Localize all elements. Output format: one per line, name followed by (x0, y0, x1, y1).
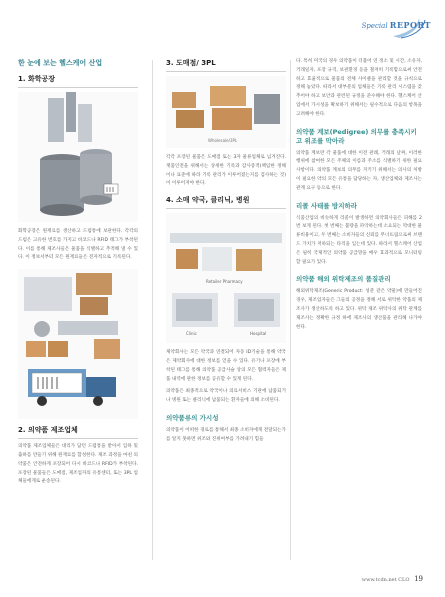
clinic-label: Clinic (186, 331, 197, 337)
special-report-logo (321, 10, 431, 38)
wholesale-illustration (166, 76, 286, 148)
page-number: 19 (414, 575, 423, 583)
special-word: Special (361, 22, 388, 30)
body-text: 화학공장은 원재료를 생산하고 드럼통에 보관한다. 각각의 드럼은 고유한 번호를 가지고 바코드나 RFID 태그가 부착된다. 이를 통해 제조사들은 물품을 식별하고 추적해 낼 수 있다. 이 정보서부터 모든 원재료들은 전자적으로 기록된다. (18, 229, 138, 261)
column-3 (296, 58, 422, 332)
special-report-label (362, 20, 431, 30)
body-text: 의약품은 최종적으로 약국이나 의료서비스 기관에 납품되거나 병원 또는 클리닉에 납품되는 환자들에 의해 소비된다. (166, 389, 286, 404)
subsection-title: 1. 화학공장 (18, 74, 138, 88)
subsection-title: 2. 의약품 제조업체 (18, 425, 138, 439)
subheading: 의약품류의 가시성 (166, 413, 219, 422)
body-text: 의약품 제조업체들은 대리가 담던 드럼통을 받아서 입하 및 출하를 만들기 위해 원재료를 합성한다. 제조 과정을 마친 의약품은 안전하게 포장되어 다시 바코드나 RFID가 부착된다. 포장된 물품들은 도매점, 제조업자의 유통센터, 또는 3PL 업체들에게로 운송된다. (18, 444, 138, 485)
report-word: REPORT (389, 20, 431, 30)
column-divider (290, 60, 291, 560)
footer-site: www.tcdn.net CLO (361, 577, 410, 583)
column-1 (18, 58, 138, 487)
body-text: 다. 특히 미국의 경우 의약품이 더불어 연 정소 및 시간, 소유자, 거래일자, 포장 규격, 보관환경 등을 철저히 기록함으로써 안전하고 효율적으로 물품의 전체 사이클을 관리할 것을 규칙으로 정해 놓았다. 따라서 대부분의 업체들은 기록 관리 시스템을 갖추어야 하고 보안과 관련된 규정을 준수해야 한다. 헬스케어 산업에서 가시성을 확보하기 위해서는 필수적으로 다음의 항목을 고려해야 한다. (296, 59, 422, 117)
chemical-plant-illustration (18, 92, 138, 222)
manufacturer-illustration (18, 269, 138, 419)
body-text: 의약품 계보란 각 물품에 대한 이전 관례, 거래의 날짜, 이러한 행위에 참여한 모든 주체의 이름과 주소를 식별하기 위한 필요사항이다. 의약품 계보의 의무를 지키기 위해서는 의사의 처방이 필요한 약의 모든 유통을 담당하는 자, 생산업체와 제조사는 관계 요구 등으로 한다. (296, 150, 422, 191)
body-text: 제약회사는 모든 약국과 연결되어 자동 ID기술을 통해 약국은 제약회사에 대한 정보를 얻을 수 있다. 유기나 포장에 부착된 태그를 통해 의약품 공급사슬 상의 모든 협력자들은 제품 내역에 관한 정보를 공유할 수 있게 된다. (166, 350, 286, 382)
page-footer (362, 575, 423, 583)
body-text: 해외위탁제조(Generic Product: 성분 같은 약물)에 만들어진 경우, 제조업자들은 그들의 공정을 정해 서로 위탁한 약품의 제조사가 생산하도록 하고 있다. 위탁 제조 위탁사의 위탁 관계를 제조사는 정확한 규정 하에 제조사의 생산품을 관리해 나가야 한다. (296, 289, 422, 330)
pharmacy-illustration (166, 213, 286, 343)
subsection-title: 3. 도매점/ 3PL (166, 58, 286, 72)
column-2 (166, 58, 286, 445)
section-title: 한 눈에 보는 헬스케어 산업 (18, 59, 103, 67)
subsection-title: 4. 소매 약국, 클리닉, 병원 (166, 195, 286, 209)
subheading: 의약품 계보(Pedigree) 의무를 충족시키고 위조를 막아라 (296, 127, 417, 145)
wholesale-label: Wholesale/3PL (208, 138, 238, 143)
subheading: 의약품 해외 위탁제조의 품질관리 (296, 275, 391, 284)
column-divider (152, 60, 153, 560)
retailer-pharmacy-label: Retailer Pharmacy (206, 279, 243, 285)
subheading: 리콜 사태를 방지하라 (296, 201, 358, 210)
body-text: 의약품이 어떠한 경로를 통해서 최종 소비자에게 전달되는가를 알지 못하면 위조와 진위여부를 가려내기 힘들 (166, 427, 286, 442)
hospital-label: Hospital (250, 331, 267, 337)
body-text: 식품산업의 비슷하게 리콜이 발생하면 의약회사들은 피해를 2번 보게 된다. 첫 번째는 불량을 파악하는데 소요되는 막대한 물류비용이고, 두 번째는 소비자들의 신뢰를 무너뜨림으로써 브랜드 가치가 저하되는 타격을 입는데 있다. 따라서 헬스케어 산업은 필히 국제적인 의약품 공급망을 매우 효과적으로 모니터링 할 필요가 있다. (296, 215, 422, 265)
body-text: 각각 포장된 물품은 도매점 또는 3자 물류업체로 넘겨진다. 재품인전을 위해서는 상세한 기록과 감사증적(책임한 정해이나 표준에 따라 기록 관리가 이루어졌는지를 검사하는 것) 이 이루어져야 한다. (166, 155, 286, 187)
